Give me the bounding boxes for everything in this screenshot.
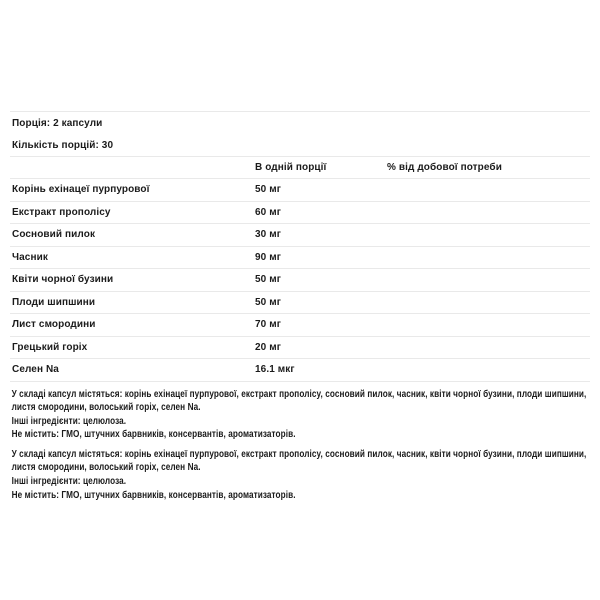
table-row <box>10 336 590 359</box>
table-row <box>10 291 590 314</box>
composition-text: У складі капсул містяться: корінь ехінацеї пурпурової, екстракт прополісу, сосновий пилок, часник, квіти чорної бузини, плоди шипшини, листя смородини, волоський горіх, селен Na. <box>11 448 587 474</box>
composition-text: У складі капсул містяться: корінь ехінацеї пурпурової, екстракт прополісу, сосновий пилок, часник, квіти чорної бузини, плоди шипшини, листя смородини, волоський горіх, селен Na. <box>11 388 587 414</box>
ingredient-name: Часник <box>12 251 48 263</box>
ingredient-amount: 16.1 мкг <box>255 364 295 376</box>
column-header-daily-value: % від добової потреби <box>387 162 502 173</box>
ingredient-name: Грецький горіх <box>12 341 88 353</box>
column-header-amount: В одній порції <box>255 162 327 173</box>
ingredient-amount: 20 мг <box>255 341 281 353</box>
ingredient-amount: 50 мг <box>255 274 281 286</box>
free-from-text: Не містить: ГМО, штучних барвників, консервантів, ароматизаторів. <box>11 489 296 501</box>
ingredient-amount: 50 мг <box>255 184 281 196</box>
ingredient-amount: 70 мг <box>255 319 281 331</box>
table-row <box>10 246 590 269</box>
ingredient-name: Лист смородини <box>12 319 96 331</box>
ingredient-amount: 30 мг <box>255 229 281 241</box>
description-blocks <box>10 388 590 503</box>
table-row <box>10 201 590 224</box>
supplement-facts-panel <box>10 111 590 502</box>
free-from-text: Не містить: ГМО, штучних барвників, консервантів, ароматизаторів. <box>11 429 296 441</box>
ingredient-amount: 50 мг <box>255 296 281 308</box>
ingredient-amount: 60 мг <box>255 206 281 218</box>
ingredients-summary-block <box>10 388 591 442</box>
ingredients-summary-block <box>10 448 591 502</box>
table-row <box>10 313 590 336</box>
ingredient-name: Екстракт прополісу <box>12 206 111 218</box>
table-row <box>10 358 590 381</box>
table-header-row <box>10 156 590 178</box>
ingredient-name: Квіти чорної бузини <box>12 274 114 286</box>
ingredient-name: Селен Na <box>12 364 59 376</box>
table-row <box>10 268 590 291</box>
table-body <box>10 178 590 381</box>
serving-size-label: Порція: 2 капсули <box>12 117 103 129</box>
ingredient-name: Сосновий пилок <box>12 229 96 241</box>
ingredient-name: Плоди шипшини <box>12 296 96 308</box>
ingredient-name: Корінь ехінацеї пурпурової <box>12 184 150 196</box>
ingredient-amount: 90 мг <box>255 251 281 263</box>
table-bottom-divider <box>10 381 590 382</box>
table-row <box>10 223 590 246</box>
other-ingredients-text: Інші інгредієнти: целюлоза. <box>11 415 127 427</box>
ingredients-table <box>10 156 590 382</box>
servings-count-label: Кількість порцій: 30 <box>12 139 114 151</box>
other-ingredients-text: Інші інгредієнти: целюлоза. <box>11 476 127 488</box>
table-row <box>10 178 590 201</box>
